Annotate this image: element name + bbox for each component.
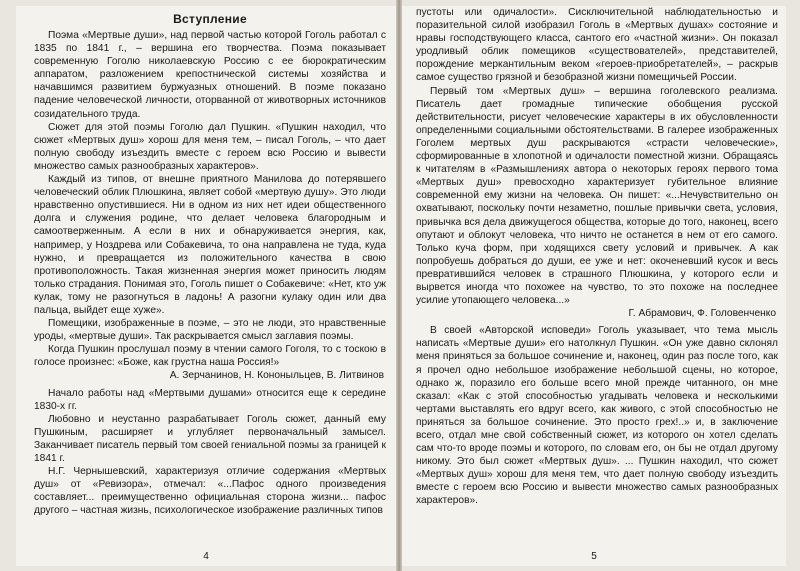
paragraph: Когда Пушкин прослушал поэму в чтении самого Гоголя, то с тоскою в голосе произнес: «Боже, как грустна наша Россия!» (34, 344, 386, 369)
paragraph: пустоты или одичалости». Сисключительной наблюдательностью и поразительной силой изобразил Гоголь в «Мертвых душах» состояние и нравы господствующего класса, сантого его «частной жизни». Он показал уродливый облик помещиков «существователей», представителей, порождение меркантильным веком «героев-приобретателей», – раскрыв самое существо грязной и безобразной жизни помещичьей России. (416, 7, 778, 84)
paragraph: В своей «Авторской исповеди» Гоголь указывает, что тема мысль написать «Мертвые души» его натолкнул Пушкин. «Он уже давно склонял меня приняться за большое сочинение и, наконец, один раз после того, как я прочел одно небольшое изображение небольшой сцены, но которое, однако ж, поразило его больше всего мной прежде читанного, он мне сказал: «Как с этой способностью угадывать человека и несколькими чертами выставлять его вдруг всего, как живого, с этой способностью не приняться за большое сочинение. Это просто грех!..» и, в заключение всего, отдал мне свой собственный сюжет, из которого он хотел сделать сам что-то вроде поэмы и которого, по словам его, он бы не отдал другому никому. Это был сюжет «Мертвых душ». ... Пушкин находил, что сюжет «Мертвых душ» хорош для меня тем, что дает полную свободу изъездить вместе с героем всю Россию и вывести множество самых разнообразных характеров». (416, 325, 778, 507)
right-page (402, 6, 786, 566)
paragraph: Любовно и неустанно разрабатывает Гоголь сюжет, данный ему Пушкиным, расширяет и углубляет первоначальный замысел. Заканчивает писатель первый том своей гениальной поэмы за границей к 1841 г. (34, 413, 386, 464)
paragraph: Первый том «Мертвых душ» – вершина гоголевского реализма. Писатель дает громадные типические обобщения русской действительности, рисует человеческие характеры в их обусловленности определенными социальными обстоятельствами. В галерее изображенных Гоголем мертвых душ раскрываются «страсти человеческие», сформированные в хлопотной и одичалости поместной жизни. Обращаясь к читателям в «Размышлениях автора о некоторых героях первого тома «Мертвых душ» превосходно характеризует губительное влияние современной ему жизни на человека. Он пишет: «...Нечувствительно он охватывают, поскольку почти незаметно, пошлые привычки света, условия, привычка вся дела движущегося общества, которые до того, наконец, всего опутают и облокут человека, что ничто не останется в нем от его самого. Только куча форм, при ходящихся свету условий и привычек. А как попробуешь добраться до души, ее уже и нет: окоченевший кусок и весь превратившийся человек в страшного Плюшкина, у которого если и вырвется иногда что похожее на чувство, то это похоже на последнее усилие утопающего человека...» (416, 85, 778, 307)
paragraph: Начало работы над «Мертвыми душами» относится еще к середине 1830-х гг. (34, 387, 386, 412)
paragraph: Помещики, изображенные в поэме, – это не люди, это нравственные уроды, «мертвые души». Так раскрывается смысл заглавия поэмы. (34, 318, 386, 343)
paragraph: Сюжет для этой поэмы Гоголю дал Пушкин. «Пушкин находил, что сюжет «Мертвых душ» хорош для меня тем, – писал Гоголь, – что дает полную свободу изъездить вместе с героем всю Россию и вывести множество самых разнообразных характеров». (34, 121, 386, 172)
paragraph: Каждый из типов, от внешне приятного Манилова до потерявшего человеческий облик Плюшкина, являет собой «мертвую душу». Это люди нравственно опустившиеся. Ни в одном из них нет идеи общественного долга и служения родине, что делает человека благородным и самоотверженным. А если в них и обнаруживается энергия, как, например, у Ноздрева или Собакевича, то она направлена не туда, куда нужно, и превращается из положительного качества в свою противоположность. Такая жизненная энергия может приносить людям только страдания. Понимая это, Гоголь пишет о Собакевиче: «Нет, кто уж кулак, тому не разогнуться в ладонь! А разогни кулаку один или два пальца, выйдет еще хуже». (34, 174, 386, 316)
page-number: 4 (203, 551, 209, 562)
author-signature: Г. Абрамович, Ф. Головенченко (628, 308, 776, 320)
section-title: Вступление (173, 12, 247, 26)
left-page (16, 6, 396, 566)
paragraph: Н.Г. Чернышевский, характеризуя отличие содержания «Мертвых душ» от «Ревизора», отмечал: «...Пафос одного произведения составляет... преимущественно официальная сторона жизни... пафос другого – частная жизнь, психологическое изображение различных типов (34, 466, 386, 517)
author-signature: А. Зерчанинов, Н. Кононыльцев, В. Литвинов (169, 370, 384, 382)
page-number: 5 (591, 551, 597, 562)
paragraph: Поэма «Мертвые души», над первой частью которой Гоголь работал с 1835 по 1841 г., – вершина его творчества. Поэма показывает современную Гоголю николаевскую Россию с ее бюрократическим аппаратом, разложением крепостнической системы хозяйства и начавшимся развитием буржуазных отношений. В поэме показано падение человеческой личности, оторванной от животворных источников созидательного труда. (34, 30, 386, 120)
